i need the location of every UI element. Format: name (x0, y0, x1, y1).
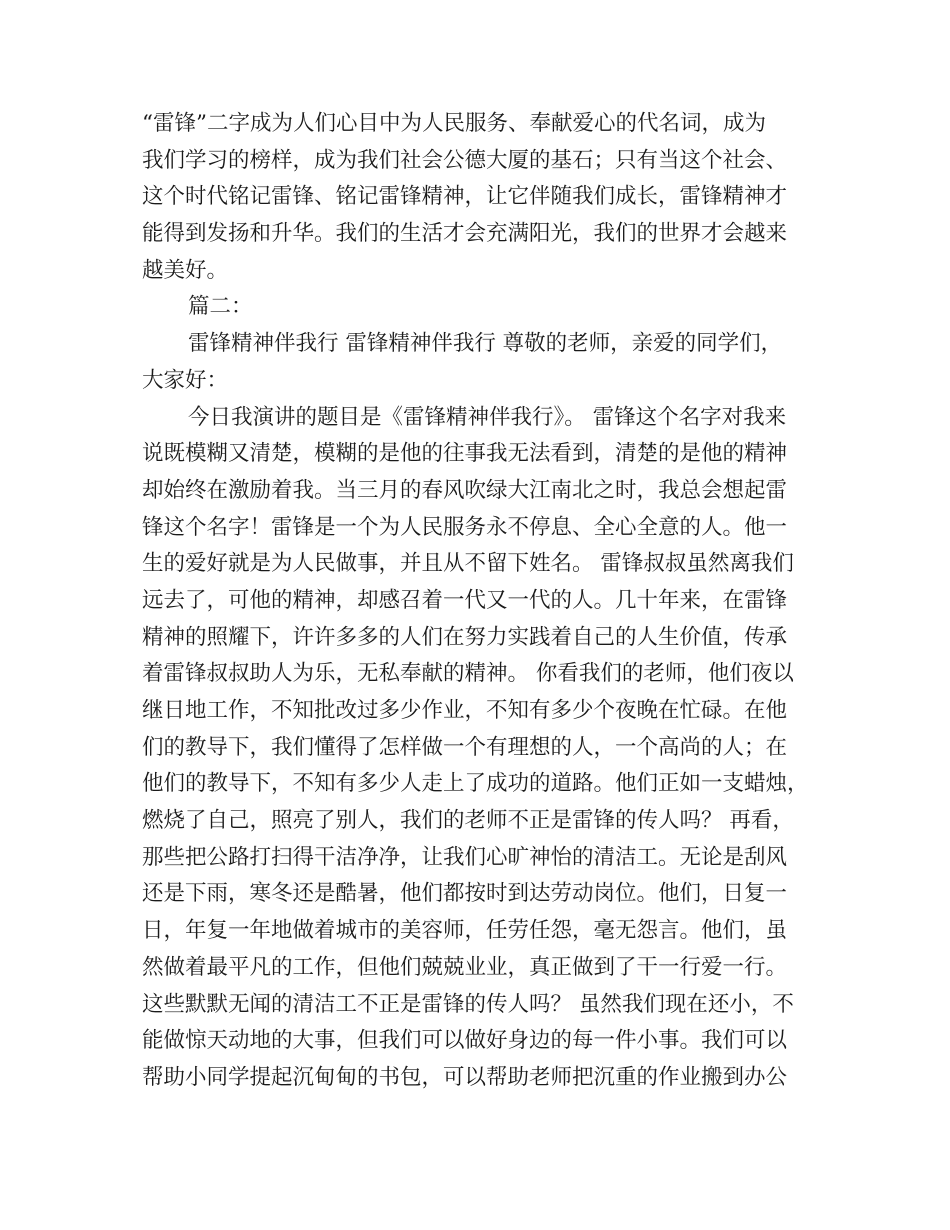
text-line: 这个时代铭记雷锋、铭记雷锋精神，让它伴随我们成长，雷锋精神才 (142, 184, 788, 210)
text-line: 远去了，可他的精神，却感召着一代又一代的人。几十年来，在雷锋 (142, 587, 788, 613)
text-line: 这些默默无闻的清洁工不正是雷锋的传人吗？ 虽然我们现在还小，不 (142, 991, 794, 1017)
text-line: “雷锋”二字成为人们心目中为人民服务、奉献爱心的代名词，成为 (142, 111, 766, 136)
text-line: 继日地工作，不知批改过多少作业，不知有多少个夜晚在忙碌。在他 (142, 698, 788, 723)
text-line: 生的爱好就是为人民做事，并且从不留下姓名。 雷锋叔叔虽然离我们 (142, 551, 794, 577)
text-line: 着雷锋叔叔助人为乐，无私奉献的精神。 你看我们的老师，他们夜以 (142, 661, 794, 687)
text-line: 们的教导下，我们懂得了怎样做一个有理想的人，一个高尚的人；在 (142, 734, 788, 760)
text-line: 越美好。 (142, 257, 229, 283)
text-line: 能做惊天动地的大事，但我们可以做好身边的每一件小事。我们可以 (142, 1028, 788, 1054)
text-line: 却始终在激励着我。当三月的春风吹绿大江南北之时，我总会想起雷 (142, 477, 788, 503)
text-line: 帮助小同学提起沉甸甸的书包，可以帮助老师把沉重的作业搬到办公 (142, 1064, 788, 1090)
text-line: 我们学习的榜样，成为我们社会公德大厦的基石；只有当这个社会、 (142, 147, 788, 173)
section-heading: 篇二： (188, 294, 253, 320)
speech-title-line: 雷锋精神伴我行 雷锋精神伴我行 尊敬的老师，亲爱的同学们， (188, 331, 783, 357)
text-line: 精神的照耀下，许许多多的人们在努力实践着自己的人生价值，传承 (142, 624, 788, 650)
text-line: 说既模糊又清楚，模糊的是他的往事我无法看到，清楚的是他的精神 (142, 441, 788, 467)
text-line: 然做着最平凡的工作，但他们兢兢业业，真正做到了干一行爱一行。 (142, 954, 788, 980)
text-line: 能得到发扬和升华。我们的生活才会充满阳光，我们的世界才会越来 (142, 221, 788, 247)
text-line: 还是下雨，寒冬还是酷暑，他们都按时到达劳动岗位。他们，日复一 (142, 881, 788, 907)
text-line: 燃烧了自己，照亮了别人，我们的老师不正是雷锋的传人吗？ 再看， (142, 808, 794, 834)
document-body (142, 106, 807, 1097)
text-line: 锋这个名字！雷锋是一个为人民服务永不停息、全心全意的人。他一 (142, 514, 788, 540)
text-line: 今日我演讲的题目是《雷锋精神伴我行》。 雷锋这个名字对我来 (188, 404, 787, 430)
text-line: 他们的教导下，不知有多少人走上了成功的道路。他们正如一支蜡烛， (142, 771, 809, 797)
text-line: 大家好： (142, 367, 229, 393)
text-line: 那些把公路打扫得干洁净净，让我们心旷神怡的清洁工。无论是刮风 (142, 844, 788, 870)
text-line: 日，年复一年地做着城市的美容师，任劳任怨，毫无怨言。他们，虽 (142, 918, 788, 944)
